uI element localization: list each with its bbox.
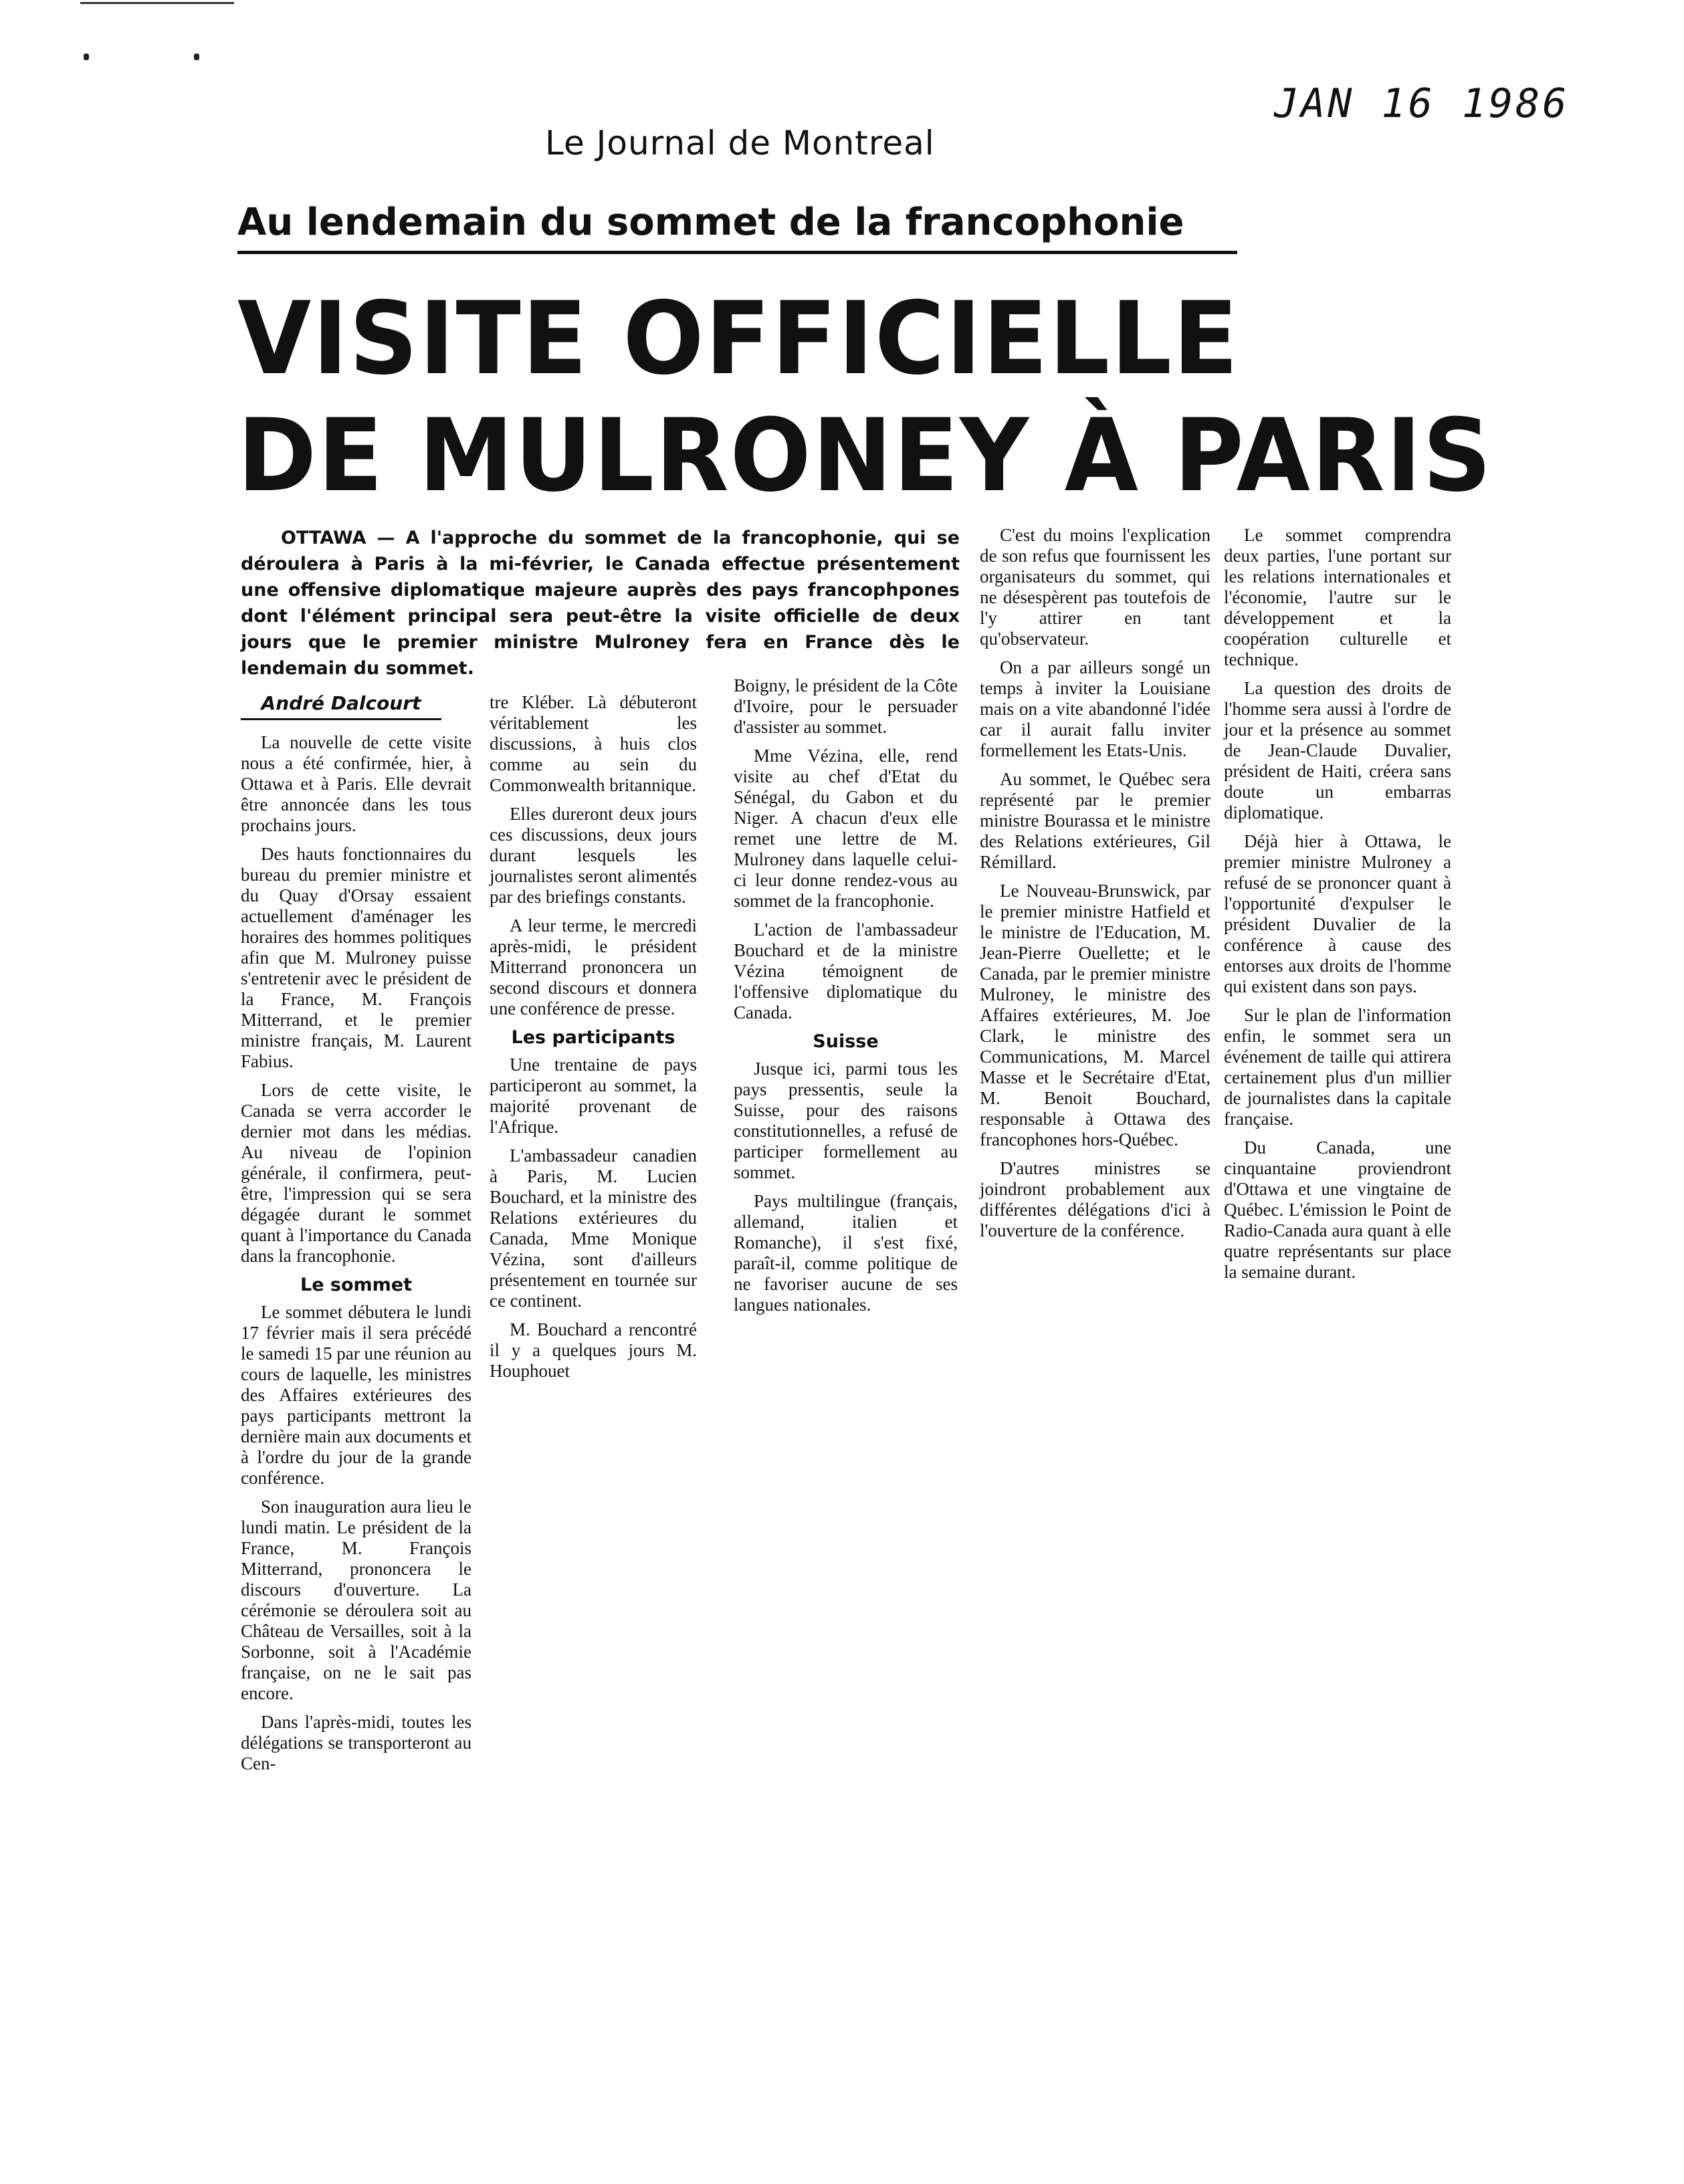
paragraph: Des hauts fonctionnaires du bureau du premier ministre et du Quay d'Orsay essaient actuellement d'aménager les horaires des hommes politiques afin que M. Mulroney puisse s'entretenir avec le président de la France, M. François Mitterrand, et le premier ministre français, M. Laurent Fabius. [241, 844, 471, 1071]
paragraph: Jusque ici, parmi tous les pays pressentis, seule la Suisse, pour des raisons constitutionnelles, a refusé de participer formellement au sommet. [734, 1059, 958, 1182]
paragraph: La nouvelle de cette visite nous a été confirmée, hier, à Ottawa et à Paris. Elle devrait être annoncée dans les tous prochains jours. [241, 732, 471, 835]
paragraph: A leur terme, le mercredi après-midi, le président Mitterrand prononcera un second discours et donnera une conférence de presse. [490, 915, 697, 1018]
article-column-5 [1224, 525, 1451, 1291]
paragraph: Du Canada, une cinquantaine proviendront d'Ottawa et une vingtaine de Québec. L'émission le Point de Radio-Canada aura quant à elle quatre représentants sur place la semaine durant. [1224, 1137, 1451, 1282]
paragraph: Le Nouveau-Brunswick, par le premier ministre Hatfield et le ministre de l'Education, M. Jean-Pierre Ouellette; et le Canada, par le premier ministre Mulroney, le ministre des Affaires extérieures, M. Joe Clark, le ministre des Communications, M. Marcel Masse et le Secrétaire d'Etat, M. Benoit Bouchard, responsable à Ottawa des francophones hors-Québec. [980, 881, 1211, 1150]
paragraph: tre Kléber. Là débuteront véritablement les discussions, à huis clos comme au sein du Commonwealth britannique. [490, 692, 697, 795]
paragraph: Le sommet débutera le lundi 17 février mais il sera précédé le samedi 15 par une réunion au cours de laquelle, les ministres des Affaires extérieures des pays participants mettront la dernière main aux documents et à l'ordre du jour de la grande conférence. [241, 1302, 471, 1488]
newspaper-masthead: Le Journal de Montreal [545, 124, 935, 162]
paragraph: Le sommet comprendra deux parties, l'une portant sur les relations internationales et l'économie, l'autre sur le développement et la coopération culturelle et technique. [1224, 525, 1451, 669]
article-lead: OTTAWA — A l'approche du sommet de la francophonie, qui se déroulera à Paris à la mi-février, le Canada effectue présentement une offensive diplomatique majeure auprès des pays francophpones dont l'élément principal sera peut-être la visite officielle de deux jours que le premier ministre Mulroney fera en France dès le lendemain du sommet. [241, 528, 960, 679]
paragraph: Elles dureront deux jours ces discussions, deux jours durant lesquels les journalistes seront alimentés par des briefings constants. [490, 804, 697, 907]
paragraph: Dans l'après-midi, toutes les délégations se transporteront au Cen- [241, 1712, 471, 1773]
paragraph: L'action de l'ambassadeur Bouchard et de la ministre Vézina témoignent de l'offensive diplomatique du Canada. [734, 919, 958, 1022]
paragraph: M. Bouchard a rencontré il y a quelques jours M. Houphouet [490, 1319, 697, 1381]
article-kicker: Au lendemain du sommet de la francophonie [237, 201, 1237, 254]
headline-line-1: VISITE OFFICIELLE [237, 281, 1240, 397]
article-column-4 [980, 525, 1211, 1249]
subheading-le-sommet: Le sommet [300, 1275, 413, 1295]
paragraph: Lors de cette visite, le Canada se verra accorder le dernier mot dans les médias. Au niveau de l'opinion générale, il confirmera, peut-être, l'impression qui se sera dégagée durant le sommet quant à l'importance du Canada dans la francophonie. [241, 1080, 471, 1266]
paragraph: Sur le plan de l'information enfin, le sommet sera un événement de taille qui attirera certainement plus d'un millier de journalistes dans la capitale française. [1224, 1005, 1451, 1129]
paragraph: D'autres ministres se joindront probablement aux différentes délégations d'ici à l'ouverture de la conférence. [980, 1158, 1211, 1240]
paragraph: On a par ailleurs songé un temps à inviter la Louisiane mais on a vite abandonné l'idée car il aurait fallu inviter formellement les Etats-Unis. [980, 657, 1211, 760]
article-headline [237, 281, 1493, 515]
article-column-3 [734, 675, 958, 1323]
article-column-2 [490, 692, 697, 1390]
paragraph: L'ambassadeur canadien à Paris, M. Lucien Bouchard, et la ministre des Relations extérieures du Canada, Mme Monique Vézina, sont d'ailleurs présentement en tournée sur ce continent. [490, 1145, 697, 1311]
scan-speck [194, 53, 199, 60]
paragraph: Boigny, le président de la Côte d'Ivoire, pour le persuader d'assister au sommet. [734, 675, 958, 737]
paragraph: Au sommet, le Québec sera représenté par le premier ministre Bourassa et le ministre des Relations extérieures, Gil Rémillard. [980, 769, 1211, 872]
subheading-suisse: Suisse [813, 1031, 879, 1052]
paragraph: Une trentaine de pays participeront au sommet, la majorité provenant de l'Afrique. [490, 1055, 697, 1137]
article-byline: André Dalcourt [241, 692, 441, 720]
paragraph: Pays multilingue (français, allemand, italien et Romanche), il s'est fixé, paraît-il, comme politique de ne favoriser aucune de ses langues nationales. [734, 1191, 958, 1315]
headline-line-2: DE MULRONEY À PARIS [237, 398, 1493, 514]
subheading-les-participants: Les participants [511, 1027, 675, 1048]
date-stamp: JAN 16 1986 [1274, 80, 1570, 127]
scan-speck [84, 53, 89, 60]
paragraph: Déjà hier à Ottawa, le premier ministre Mulroney a refusé de se prononcer quant à l'opportunité d'expulser le président Duvalier de la conférence à cause des entorses aux droits de l'homme qui existent dans son pays. [1224, 831, 1451, 996]
paragraph: Mme Vézina, elle, rend visite au chef d'Etat du Sénégal, du Gabon et du Niger. A chacun d'eux elle remet une lettre de M. Mulroney dans laquelle celui-ci leur donne rendez-vous au sommet de la francophonie. [734, 746, 958, 911]
paragraph: C'est du moins l'explication de son refus que fournissent les organisateurs du sommet, qui ne désespèrent pas toutefois de l'y attirer en tant qu'observateur. [980, 525, 1211, 649]
paragraph: Son inauguration aura lieu le lundi matin. Le président de la France, M. François Mitterrand, prononcera le discours d'ouverture. La cérémonie se déroulera soit au Château de Versailles, soit à la Sorbonne, soit à l'Académie française, on ne le sait pas encore. [241, 1497, 471, 1703]
article-column-1 [241, 732, 471, 1782]
top-edge-line [80, 2, 234, 4]
paragraph: La question des droits de l'homme sera aussi à l'ordre de jour et la présence au sommet de Jean-Claude Duvalier, président de Haiti, créera sans doute un embarras diplomatique. [1224, 678, 1451, 823]
